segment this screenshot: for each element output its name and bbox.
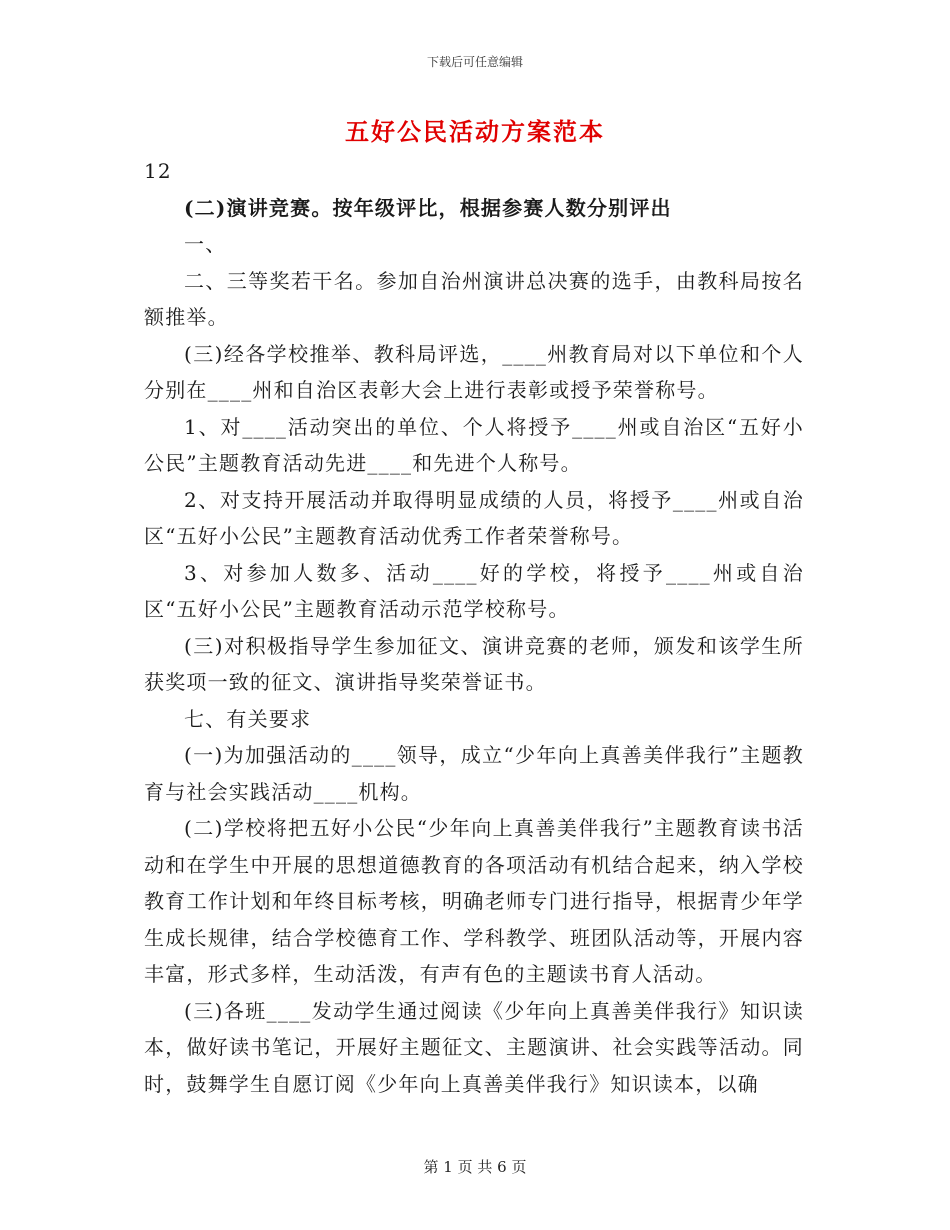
paragraph-award-2: 2、对支持开展活动并取得明显成绩的人员，将授予____州或自治区“五好小公民”主题教育活动优秀工作者荣誉称号。 [144,487,804,548]
page-header-note: 下载后可任意编辑 [426,55,523,69]
paragraph-item-one: 一、 [184,232,227,256]
paragraph-item-two-three: 二、三等奖若干名。参加自治州演讲总决赛的选手，由教科局按名额推举。 [144,268,804,329]
paragraph-award-3: 3、对参加人数多、活动____好的学校，将授予____州或自治区“五好小公民”主题教育活动示范学校称号。 [144,560,804,621]
paragraph-requirement-3: (三)各班____发动学生通过阅读《少年向上真善美伴我行》知识读本，做好读书笔记，开展好主题征文、主题演讲、社会实践等活动。同时，鼓舞学生自愿订阅《少年向上真善美伴我行》知识读本，以确 [144,998,804,1096]
document-body [144,153,804,1102]
paragraph-teacher-award: (三)对积极指导学生参加征文、演讲竞赛的老师，颁发和该学生所获奖项一致的征文、演讲指导奖荣誉证书。 [144,633,804,694]
paragraph-commendation: (三)经各学校推举、教科局评选，____州教育局对以下单位和个人分别在____州和自治区表彰大会上进行表彰或授予荣誉称号。 [144,341,804,402]
page-number: 第 1 页 共 6 页 [423,1158,527,1176]
paragraph-line-number: 12 [144,159,172,183]
section-heading-requirements: 七、有关要求 [184,706,312,731]
document-title: 五好公民活动方案范本 [345,117,605,146]
paragraph-award-1: 1、对____活动突出的单位、个人将授予____州或自治区“五好小公民”主题教育活动先进____和先进个人称号。 [144,414,804,475]
paragraph-requirement-2: (二)学校将把五好小公民“少年向上真善美伴我行”主题教育读书活动和在学生中开展的思想道德教育的各项活动有机结合起来，纳入学校教育工作计划和年终目标考核，明确老师专门进行指导，根据青少年学生成长规律，结合学校德育工作、学科教学、班团队活动等，开展内容丰富，形式多样，生动活泼，有声有色的主题读书育人活动。 [144,816,804,986]
paragraph-speech-contest: (二)演讲竞赛。按年级评比，根据参赛人数分别评出 [184,195,672,220]
paragraph-requirement-1: (一)为加强活动的____领导，成立“少年向上真善美伴我行”主题教育与社会实践活动____机构。 [144,743,804,804]
